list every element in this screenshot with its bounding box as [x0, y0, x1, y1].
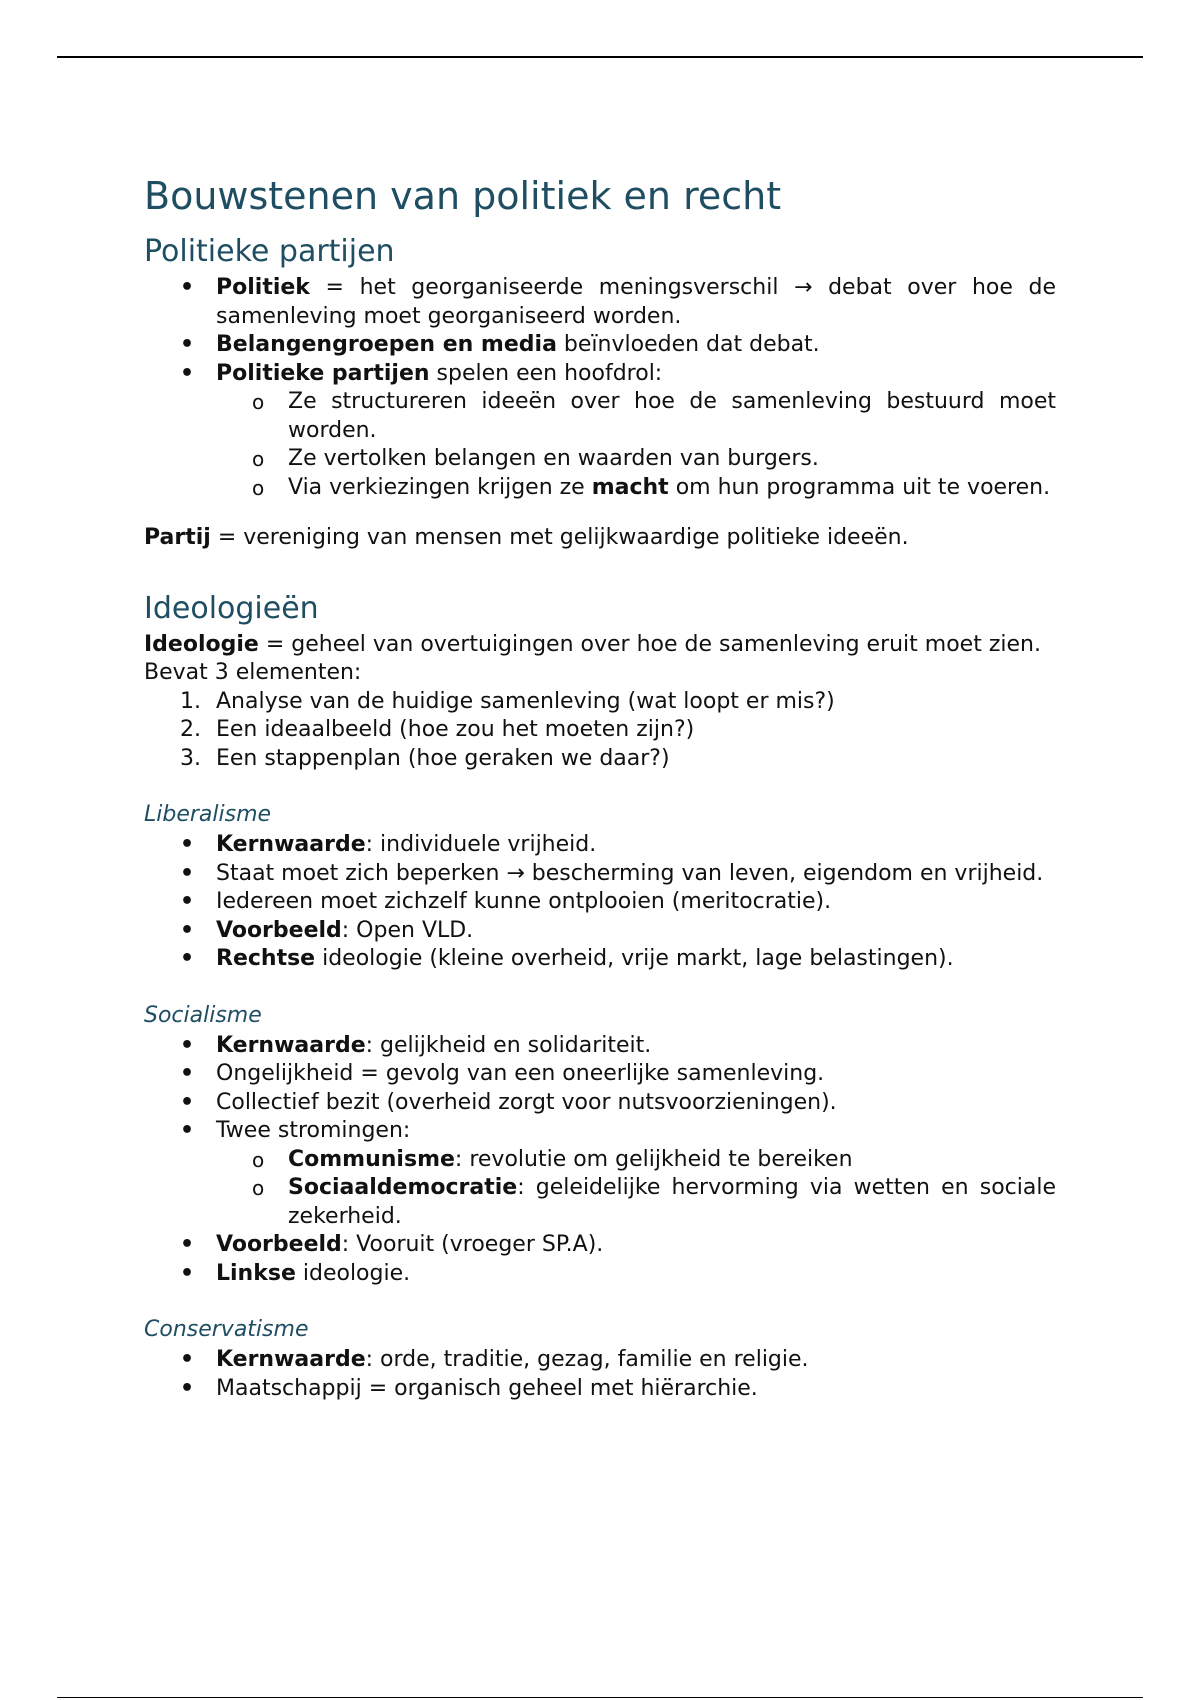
list-item: • Maatschappij = organisch geheel met hiërarchie. [216, 1375, 1056, 1404]
sub-list [216, 1146, 1056, 1232]
definition-partij: Partij = vereniging van mensen met gelijkwaardige politieke ideeën. [144, 525, 909, 550]
list-item: • Politieke partijen spelen een hoofdrol: o Ze structureren ideeën over hoe de samenleving bestuurd moet worden. o Ze vertolken belangen en waarden van burgers. o Via verkiezingen krijgen ze macht om hun programma uit te voeren. [216, 360, 1056, 503]
list-item: • Kernwaarde: individuele vrijheid. [216, 831, 1056, 860]
numbered-item: 2. Een ideaalbeeld (hoe zou het moeten zijn?) [180, 717, 695, 742]
bullet-list [144, 1346, 1056, 1403]
header-rule [57, 56, 1143, 58]
numbered-list [144, 688, 1056, 774]
numbered-item: 3. Een stappenplan (hoe geraken we daar?) [180, 745, 670, 771]
sub-list-item: o Ze structureren ideeën over hoe de samenleving bestuurd moet worden. [288, 388, 1056, 445]
list-item: • Ongelijkheid = gevolg van een oneerlijke samenleving. [216, 1060, 1056, 1089]
list-item: • Iedereen moet zichzelf kunne ontplooien (meritocratie). [216, 888, 1056, 917]
sub-list-item: o Via verkiezingen krijgen ze macht om hun programma uit te voeren. [288, 474, 1056, 503]
list-item: • Voorbeeld: Vooruit (vroeger SP.A). [216, 1231, 1056, 1260]
bullet-list [144, 831, 1056, 974]
list-item: • Collectief bezit (overheid zorgt voor nutsvoorzieningen). [216, 1089, 1056, 1118]
sub-list [216, 388, 1056, 502]
definition-ideologie: Ideologie = geheel van overtuigingen over hoe de samenleving eruit moet zien. [144, 631, 1041, 657]
bullet-list [144, 274, 1056, 502]
list-item: • Kernwaarde: gelijkheid en solidariteit. [216, 1032, 1056, 1061]
list-item: • Politiek = het georganiseerde meningsverschil → debat over hoe de samenleving moet georganiseerd worden. [216, 274, 1056, 331]
footer-rule [57, 1697, 1143, 1698]
elements-intro: Bevat 3 elementen: [144, 660, 362, 685]
document-title: Bouwstenen van politiek en recht [144, 174, 782, 218]
list-item: • Kernwaarde: orde, traditie, gezag, familie en religie. [216, 1346, 1056, 1375]
heading-conservatisme: Conservatisme [144, 1317, 309, 1342]
bullet-list [144, 1032, 1056, 1289]
list-item: • Belangengroepen en media beïnvloeden dat debat. [216, 331, 1056, 360]
heading-liberalisme: Liberalisme [144, 802, 272, 827]
sub-list-item: o Ze vertolken belangen en waarden van burgers. [288, 445, 1056, 474]
heading-politieke-partijen: Politieke partijen [144, 234, 395, 269]
list-item: • Rechtse ideologie (kleine overheid, vrije markt, lage belastingen). [216, 945, 1056, 974]
list-item: • Voorbeeld: Open VLD. [216, 917, 1056, 946]
heading-socialisme: Socialisme [144, 1002, 262, 1028]
heading-ideologieen: Ideologieën [144, 590, 319, 626]
sub-list-item: o Communisme: revolutie om gelijkheid te bereiken [288, 1146, 1056, 1175]
list-item: • Staat moet zich beperken → bescherming van leven, eigendom en vrijheid. [216, 860, 1056, 889]
numbered-item: 1. Analyse van de huidige samenleving (wat loopt er mis?) [180, 688, 835, 714]
list-item: • Twee stromingen: o Communisme: revolutie om gelijkheid te bereiken o Sociaaldemocratie: geleidelijke hervorming via wetten en sociale zekerheid. [216, 1117, 1056, 1231]
sub-list-item: o Sociaaldemocratie: geleidelijke hervorming via wetten en sociale zekerheid. [288, 1174, 1056, 1231]
document-body [144, 172, 1056, 1403]
list-item: • Linkse ideologie. [216, 1260, 1056, 1289]
